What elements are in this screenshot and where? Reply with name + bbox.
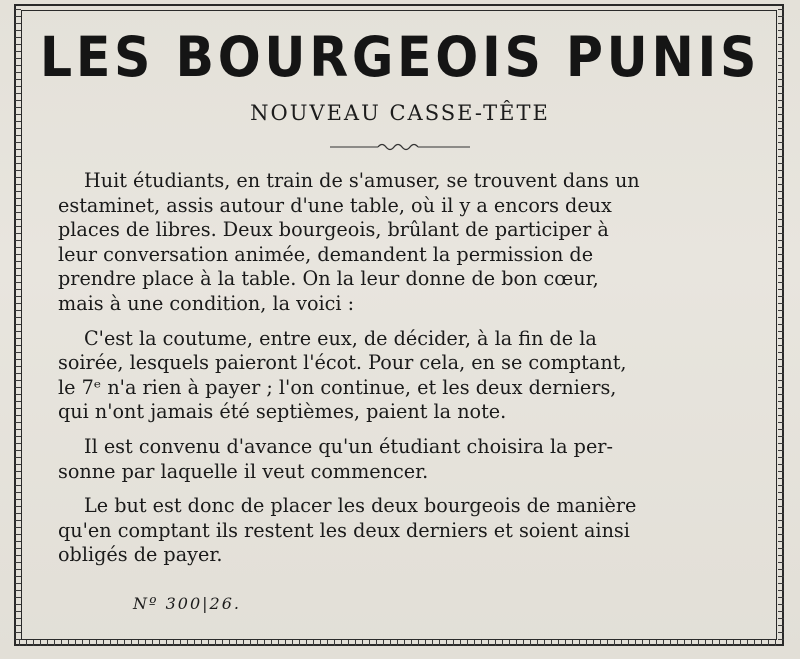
paragraph-3 <box>58 435 758 484</box>
text-line: soirée, lesquels paieront l'écot. Pour cela, en se comptant, <box>58 351 627 375</box>
text-line: Il est convenu d'avance qu'un étudiant choisira la per- <box>84 434 613 458</box>
text-line: places de libres. Deux bourgeois, brûlant de participer à <box>58 218 609 242</box>
text-line: C'est la coutume, entre eux, de décider, à la fin de la <box>84 326 597 350</box>
paragraph-4 <box>58 494 758 568</box>
text-line: Huit étudiants, en train de s'amuser, se trouvent dans un <box>84 169 640 192</box>
bottom-ornamental-border <box>16 640 782 646</box>
paragraph-2 <box>58 327 758 425</box>
text-line: prendre place à la table. On la leur donne de bon cœur, <box>58 267 599 291</box>
page-subtitle: NOUVEAU CASSE-TÊTE <box>250 101 550 125</box>
paragraph-1 <box>58 169 758 317</box>
text-line: Le but est donc de placer les deux bourgeois de manière <box>84 494 637 518</box>
divider-ornament-icon <box>330 140 470 154</box>
text-line: le 7ᵉ n'a rien à payer ; l'on continue, et les deux derniers, <box>58 375 617 399</box>
text-line: qu'en comptant ils restent les deux derniers et soient ainsi <box>58 518 630 542</box>
text-line: leur conversation animée, demandent la permission de <box>58 242 594 266</box>
text-line: mais à une condition, la voici : <box>58 291 355 315</box>
text-line: sonne par laquelle il veut commencer. <box>58 459 429 483</box>
puzzle-reference-number: Nº 300|26. <box>133 594 241 613</box>
page-title: LES BOURGEOIS PUNIS <box>39 25 761 89</box>
text-line: qui n'ont jamais été septièmes, paient la note. <box>58 400 507 424</box>
text-line: obligés de payer. <box>58 543 223 567</box>
puzzle-text <box>58 169 758 578</box>
text-line: estaminet, assis autour d'une table, où il y a encors deux <box>58 193 612 217</box>
